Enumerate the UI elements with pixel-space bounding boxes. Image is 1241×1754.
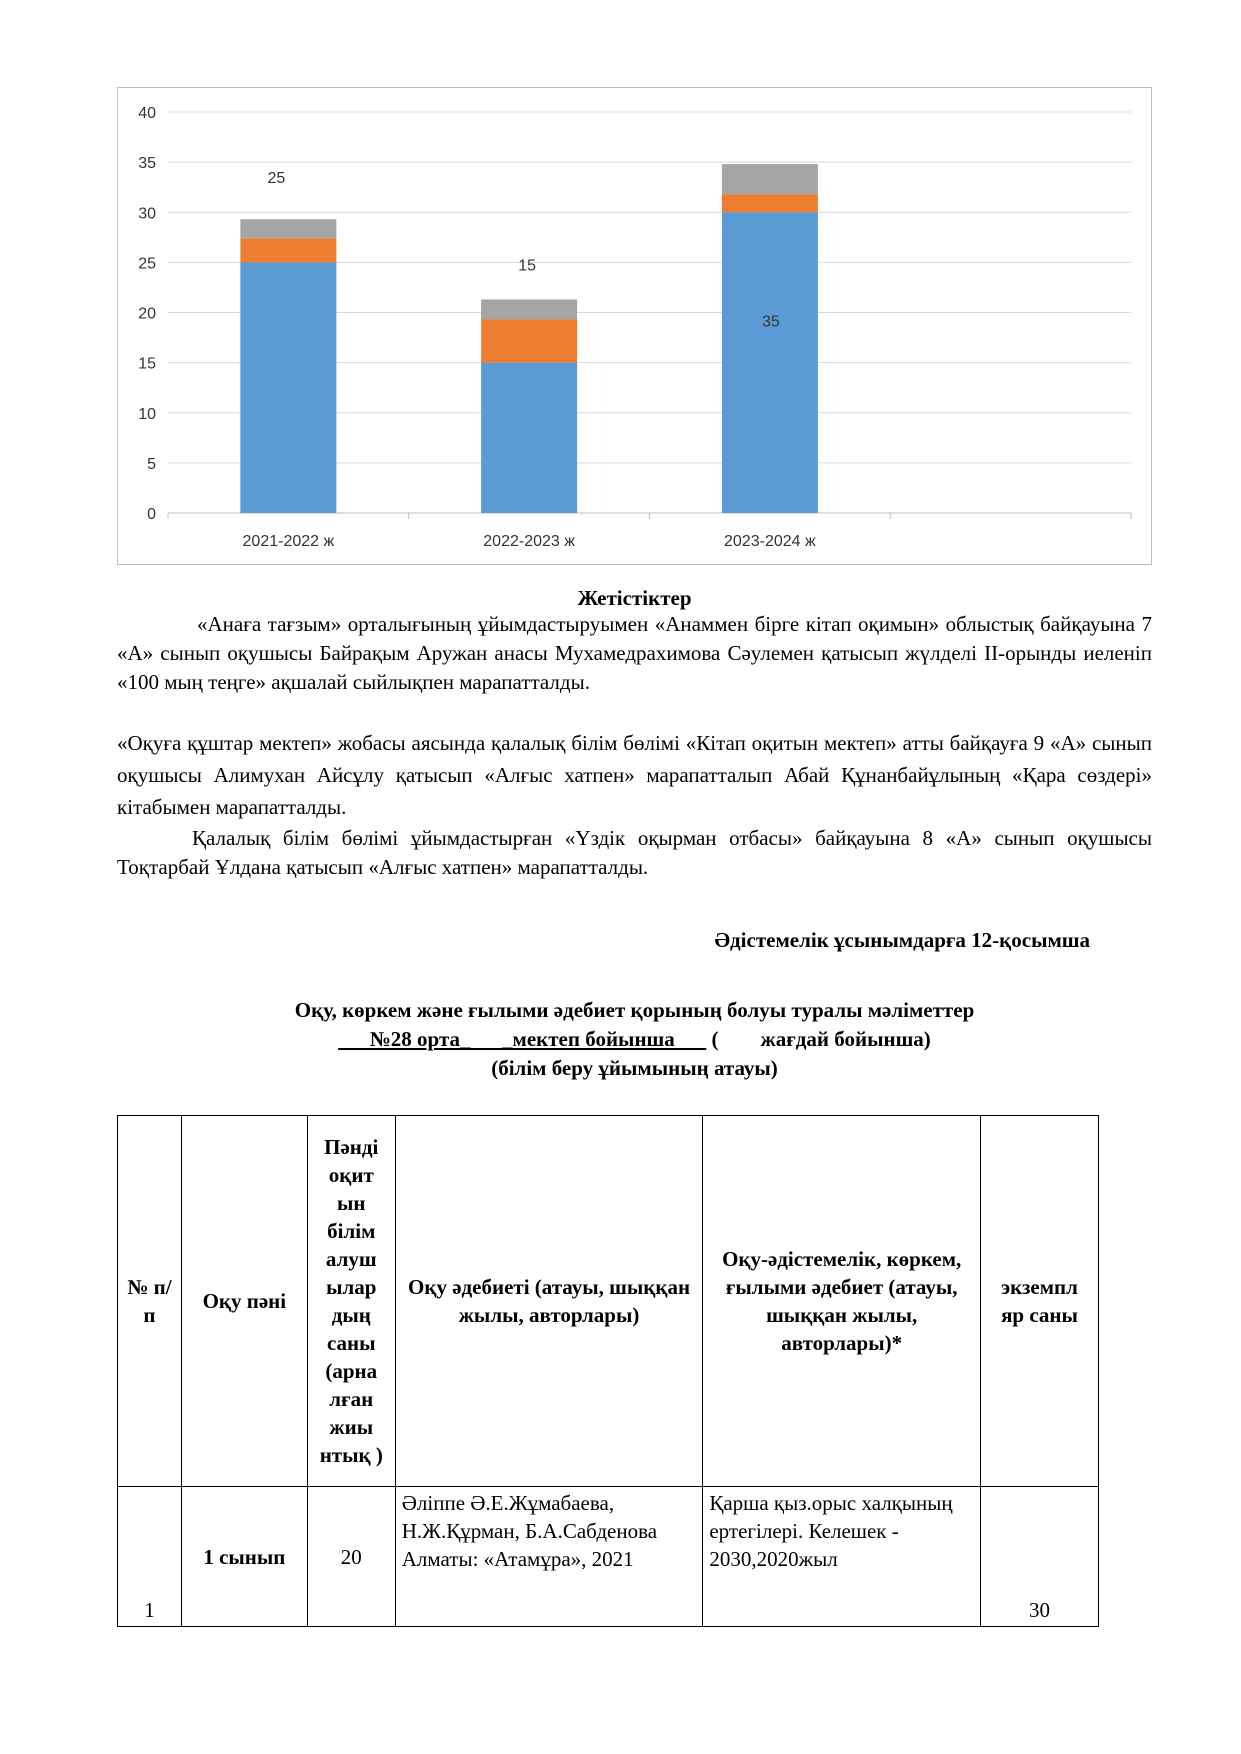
cell-subject: 1 сынып — [181, 1487, 307, 1627]
table-header-row — [118, 1116, 1099, 1487]
heading-line-1: Оқу, көркем және ғылыми әдебиет қорының болуы туралы мәліметтер — [294, 998, 975, 1022]
table-row — [118, 1487, 1099, 1627]
data-label: 15 — [518, 257, 537, 275]
y-tick-label: 40 — [138, 105, 156, 122]
section-title: Жетістіктер — [577, 586, 692, 610]
y-tick-label: 25 — [138, 255, 156, 273]
header-textbook: Оқу әдебиеті (атауы, шыққан жылы, авторлары) — [395, 1116, 703, 1487]
header-copies: экземпл яр саны — [981, 1116, 1099, 1487]
data-label: 35 — [761, 313, 780, 331]
header-num: № п/п — [118, 1116, 182, 1487]
bar-segment — [481, 320, 577, 363]
header-literature: Оқу-әдістемелік, көркем, ғылыми әдебиет (атауы, шыққан жылы, авторлары)* — [703, 1116, 981, 1487]
library-fund-table — [117, 1115, 1099, 1627]
y-tick-label: 5 — [147, 455, 156, 473]
header-subject: Оқу пәні — [181, 1116, 307, 1487]
y-tick-label: 10 — [138, 405, 156, 423]
date-note: ( жағдай бойынша) — [706, 1027, 931, 1051]
y-tick-label: 20 — [138, 305, 156, 323]
y-tick-label: 15 — [138, 355, 156, 373]
heading-line-2 — [117, 1025, 1152, 1054]
x-category-label: 2021-2022 ж — [242, 533, 335, 550]
paragraph-3: Қалалық білім бөлімі ұйымдастырған «Үздік оқырман отбасы» байқауына 8 «А» сынып оқушысы Тоқтарбай Ұлдана қатысып «Алғыс хатпен» марапатталды. — [117, 826, 1152, 879]
annex-label: Әдістемелік ұсынымдарға 12-қосымша — [714, 928, 1090, 952]
x-category-label: 2022-2023 ж — [483, 533, 575, 550]
heading-line-3: (білім беру ұйымының атауы) — [491, 1056, 778, 1080]
x-category-label: 2023-2024 ж — [724, 533, 816, 550]
cell-students: 20 — [307, 1487, 395, 1627]
chart-canvas — [118, 88, 1153, 566]
data-label: 25 — [267, 170, 286, 188]
bar-segment — [240, 238, 336, 262]
bar-segment — [722, 194, 818, 212]
paragraph-2: «Оқуға құштар мектеп» жобасы аясында қалалық білім бөлімі «Кітап оқитын мектеп» атты байқауға 9 «А» сынып оқушысы Алимухан Айсұлу қатысып «Алғыс хатпен» марапатталып Абай Құнанбайұлының «Қара сөздері» кітабымен марапатталды. — [117, 731, 1152, 819]
cell-num: 1 — [118, 1487, 182, 1627]
bar-segment — [240, 219, 336, 238]
bar-segment — [722, 164, 818, 194]
bar-segment — [481, 299, 577, 319]
header-students: Пәнді оқит ын білім алуш ылар дың саны (арна лған жиы нтық ) — [307, 1116, 395, 1487]
cell-copies: 30 — [981, 1487, 1099, 1627]
cell-literature: Қарша қыз.орыс халқының ертегілері. Келешек - 2030,2020жыл — [703, 1487, 981, 1627]
y-tick-label: 0 — [147, 506, 156, 523]
bar-segment — [481, 363, 577, 513]
y-tick-label: 35 — [138, 155, 156, 173]
cell-textbook: Әліппе Ә.Е.Жұмабаева, Н.Ж.Құрман, Б.А.Сабденова Алматы: «Атамұра», 2021 — [395, 1487, 703, 1627]
bar-segment — [722, 212, 818, 513]
paragraph-1: «Анаға тағзым» орталығының ұйымдастыруымен «Анаммен бірге кітап оқимын» облыстық байқауына 7 «А» сынып оқушысы Байрақым Аружан анасы Мухамедрахимова Сәулемен қатысып жүлделі ІІ-орынды иеленіп «100 мың теңге» ақшалай сыйлықпен марапатталды. — [117, 612, 1152, 694]
achievements-chart — [117, 87, 1152, 565]
table-heading — [117, 996, 1152, 1083]
bar-segment — [240, 262, 336, 513]
school-name: №28 орта_ _мектеп бойынша — [338, 1027, 707, 1051]
y-tick-label: 30 — [138, 205, 156, 223]
